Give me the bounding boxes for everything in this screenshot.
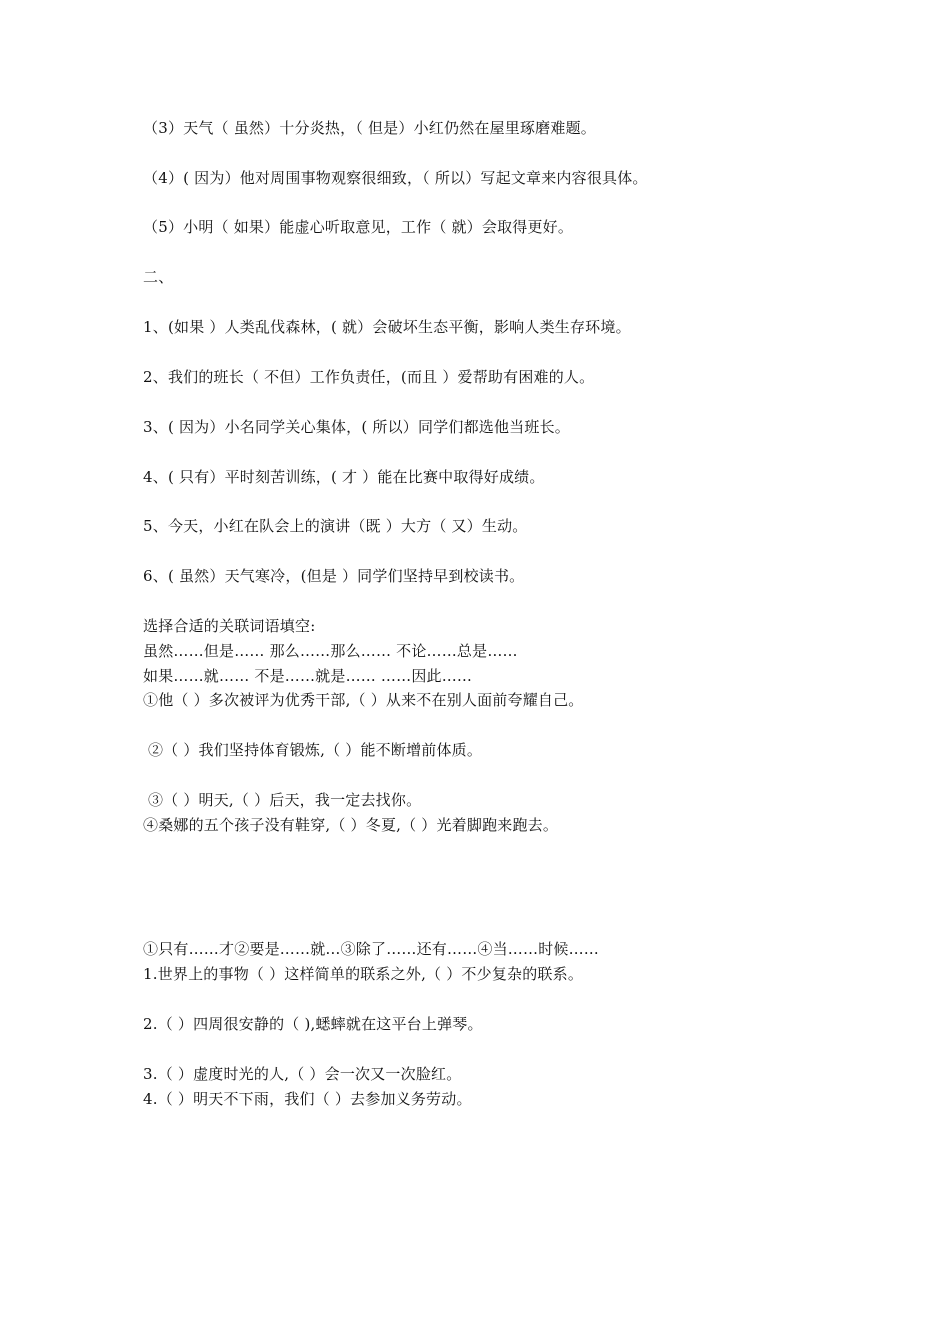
sentence-5: （5）小明（ 如果）能虚心听取意见，工作（ 就）会取得更好。	[143, 218, 574, 236]
section-two-heading: 二、	[143, 268, 174, 286]
exercise-two-options: ①只有……才②要是……就…③除了……还有……④当……时候……	[143, 940, 600, 958]
exercise-one-question-1: ①他（ ）多次被评为优秀干部,（ ）从来不在别人面前夸耀自己。	[143, 691, 584, 709]
exercise-two-question-3: 3.（ ）虚度时光的人,（ ）会一次又一次脸红。	[143, 1065, 462, 1083]
exercise-one-options-2: 如果……就…… 不是……就是…… ……因此……	[143, 667, 473, 685]
exercise-two-question-1: 1.世界上的事物（ ）这样简单的联系之外,（ ）不少复杂的联系。	[143, 965, 584, 983]
section-two-item-4: 4、( 只有）平时刻苦训练，( 才 ）能在比赛中取得好成绩。	[143, 468, 545, 486]
exercise-one-question-3: ③（ ）明天,（ ）后天，我一定去找你。	[143, 791, 422, 809]
section-two-item-5: 5、今天，小红在队会上的演讲（既 ）大方（ 又）生动。	[143, 517, 528, 535]
section-two-item-6: 6、( 虽然）天气寒冷，(但是 ）同学们坚持早到校读书。	[143, 567, 525, 585]
exercise-two-question-4: 4.（ ）明天不下雨，我们（ ）去参加义务劳动。	[143, 1090, 472, 1108]
sentence-3: （3）天气（ 虽然）十分炎热，（ 但是）小红仍然在屋里琢磨难题。	[143, 119, 596, 137]
exercise-one-question-4: ④桑娜的五个孩子没有鞋穿,（ ）冬夏,（ ）光着脚跑来跑去。	[143, 816, 559, 834]
exercise-one-instruction: 选择合适的关联词语填空:	[143, 617, 316, 635]
exercise-two-question-2: 2.（ ）四周很安静的（ ),蟋蟀就在这平台上弹琴。	[143, 1015, 483, 1033]
section-two-item-3: 3、( 因为）小名同学关心集体，( 所以）同学们都选他当班长。	[143, 418, 570, 436]
section-two-item-2: 2、我们的班长（ 不但）工作负责任，(而且 ）爱帮助有困难的人。	[143, 368, 595, 386]
exercise-one-options-1: 虽然……但是…… 那么……那么…… 不论……总是……	[143, 642, 518, 660]
sentence-4: （4）( 因为）他对周围事物观察很细致，（ 所以）写起文章来内容很具体。	[143, 169, 648, 187]
section-two-item-1: 1、(如果 ）人类乱伐森林，( 就）会破坏生态平衡，影响人类生存环境。	[143, 318, 631, 336]
exercise-one-question-2: ②（ ）我们坚持体育锻炼,（ ）能不断增前体质。	[143, 741, 483, 759]
